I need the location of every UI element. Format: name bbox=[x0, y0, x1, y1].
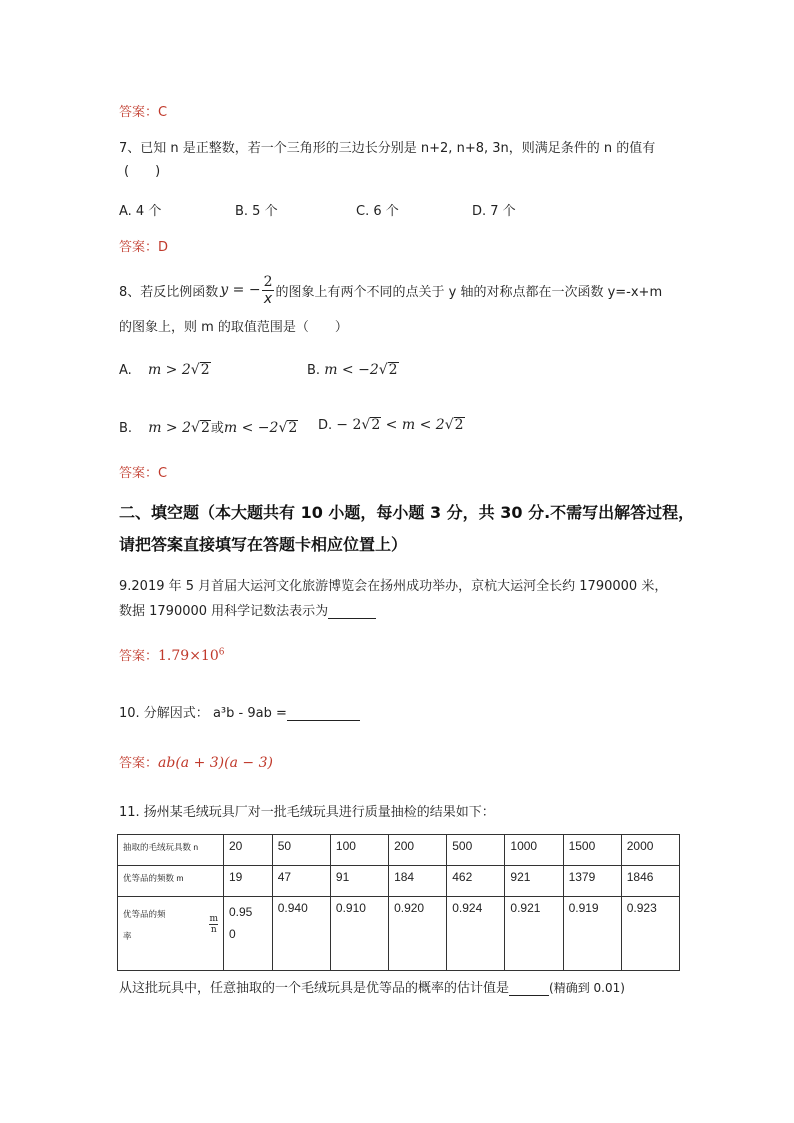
fraction-numerator: 2 bbox=[263, 273, 273, 290]
table-row bbox=[118, 865, 680, 896]
option-a-label: A. bbox=[119, 363, 132, 378]
question-7-stem-line1: 7、已知 n 是正整数，若一个三角形的三边长分别是 n+2, n+8, 3n，则满足条件的 n 的值有 bbox=[119, 141, 656, 156]
option-b2-root1: 2 bbox=[200, 420, 210, 436]
frequency-fraction-num: m bbox=[209, 914, 218, 925]
sqrt-icon: √ bbox=[361, 417, 371, 433]
question-8-option-d bbox=[318, 417, 465, 433]
table-cell: 19 bbox=[224, 865, 273, 896]
sqrt-icon: √ bbox=[378, 362, 388, 378]
table-cell-value-wrap: 0 bbox=[229, 926, 236, 941]
question-9-line1: 9.2019 年 5 月首届大运河文化旅游博览会在扬州成功举办，京杭大运河全长约 1790000 米， bbox=[119, 579, 668, 594]
question-7-option-a: A. 4 个 bbox=[119, 204, 162, 219]
option-b2-expr2: m < −2 bbox=[223, 420, 279, 436]
question-9-line2 bbox=[119, 600, 376, 619]
question-8-option-b1 bbox=[307, 362, 399, 378]
table-cell: 20 bbox=[224, 835, 273, 866]
answer-q9-exponent: 6 bbox=[218, 647, 225, 658]
table-cell: 100 bbox=[330, 835, 388, 866]
table-cell: 1500 bbox=[563, 835, 621, 866]
table-cell: 921 bbox=[505, 865, 563, 896]
table-cell: 2000 bbox=[621, 835, 679, 866]
table-cell: 1379 bbox=[563, 865, 621, 896]
answer-q6: 答案：C bbox=[119, 105, 168, 120]
question-9-line2-text: 数据 1790000 用科学记数法表示为 bbox=[119, 604, 329, 619]
table-cell-value: 0.95 bbox=[229, 904, 253, 919]
option-b2-or: 或 bbox=[210, 421, 224, 436]
option-d-root1: 2 bbox=[371, 417, 381, 433]
answer-q9-value: 1.79×10 bbox=[158, 648, 219, 664]
option-b1-label: B. bbox=[307, 363, 321, 378]
answer-blank bbox=[328, 604, 376, 619]
table-cell: 1000 bbox=[505, 835, 563, 866]
table-row bbox=[118, 835, 680, 866]
row-header-frequency-line1: 优等品的频 bbox=[123, 908, 166, 919]
option-a-expr: m > 2 bbox=[147, 362, 191, 378]
table-row bbox=[118, 896, 680, 970]
question-8-option-a bbox=[119, 362, 211, 378]
table-cell: 47 bbox=[272, 865, 330, 896]
option-d-mid: < m < 2 bbox=[381, 417, 445, 433]
table-cell: 1846 bbox=[621, 865, 679, 896]
table-cell: 0.919 bbox=[563, 896, 621, 970]
option-b2-root2: 2 bbox=[288, 420, 298, 436]
question-7-option-c: C. 6 个 bbox=[356, 204, 399, 219]
answer-q10-label: 答案： bbox=[119, 756, 159, 771]
question-8-prefix: 8、若反比例函数 bbox=[119, 284, 219, 300]
row-header-frequency bbox=[118, 896, 224, 970]
row-header-n: 抽取的毛绒玩具数 n bbox=[118, 835, 224, 866]
function-lhs: y = − bbox=[220, 282, 261, 298]
option-d-root2: 2 bbox=[454, 417, 464, 433]
table-cell: 0.924 bbox=[447, 896, 505, 970]
row-header-frequency-line2: 率 bbox=[123, 930, 132, 941]
table-cell: 91 bbox=[330, 865, 388, 896]
frequency-fraction bbox=[209, 914, 218, 935]
option-a-root: 2 bbox=[200, 362, 210, 378]
table-cell: 0.920 bbox=[389, 896, 447, 970]
question-10 bbox=[119, 702, 360, 721]
question-10-expr: a³b - 9ab = bbox=[212, 706, 287, 721]
option-d-expr1: − 2 bbox=[336, 417, 362, 433]
section-2-heading-line2: 请把答案直接填写在答题卡相应位置上） bbox=[119, 535, 408, 554]
option-b1-root: 2 bbox=[388, 362, 398, 378]
answer-blank bbox=[287, 706, 360, 721]
table-cell: 50 bbox=[272, 835, 330, 866]
table-cell: 184 bbox=[389, 865, 447, 896]
option-b2-expr1: m > 2 bbox=[148, 420, 192, 436]
table-cell: 0.910 bbox=[330, 896, 388, 970]
answer-blank bbox=[509, 982, 549, 996]
table-cell: 500 bbox=[447, 835, 505, 866]
section-2-heading-line1: 二、填空题（本大题共有 10 小题，每小题 3 分，共 30 分.不需写出解答过程， bbox=[119, 503, 695, 522]
question-8-option-b2 bbox=[119, 417, 298, 436]
sqrt-icon: √ bbox=[278, 420, 288, 436]
sqrt-icon: √ bbox=[190, 362, 200, 378]
answer-q9 bbox=[119, 645, 224, 664]
sqrt-icon: √ bbox=[191, 420, 200, 436]
question-11-stem: 11. 扬州某毛绒玩具厂对一批毛绒玩具进行质量抽检的结果如下： bbox=[119, 805, 495, 820]
sqrt-icon: √ bbox=[444, 417, 454, 433]
question-7-option-b: B. 5 个 bbox=[235, 204, 278, 219]
question-11-after-text: 从这批玩具中，任意抽取的一个毛绒玩具是优等品的概率的估计值是 bbox=[119, 981, 510, 996]
table-cell: 0.921 bbox=[505, 896, 563, 970]
option-d-label: D. bbox=[318, 418, 333, 433]
option-b1-expr: m < −2 bbox=[324, 362, 379, 378]
question-10-stem: 10. 分解因式： bbox=[119, 706, 209, 721]
frequency-fraction-den: n bbox=[210, 925, 217, 936]
answer-q10-value: ab(a + 3)(a − 3) bbox=[158, 755, 273, 771]
answer-q7: 答案：D bbox=[119, 240, 169, 255]
question-8-stem-line1 bbox=[119, 270, 662, 310]
answer-q9-label: 答案： bbox=[119, 649, 159, 664]
table-cell bbox=[224, 896, 273, 970]
table-cell: 0.940 bbox=[272, 896, 330, 970]
table-cell: 462 bbox=[447, 865, 505, 896]
question-11-after bbox=[119, 977, 625, 996]
question-11-after-tail: (精确到 0.01) bbox=[549, 981, 625, 995]
row-header-m: 优等品的频数 m bbox=[118, 865, 224, 896]
quality-table bbox=[117, 834, 680, 971]
function-fraction bbox=[262, 274, 275, 307]
question-8-suffix: 的图象上有两个不同的点关于 y 轴的对称点都在一次函数 y=-x+m bbox=[275, 284, 663, 300]
table-cell: 0.923 bbox=[621, 896, 679, 970]
answer-q8: 答案：C bbox=[119, 466, 168, 481]
question-7-stem-line2: ( ) bbox=[124, 164, 161, 179]
fraction-denominator: x bbox=[263, 290, 273, 307]
question-7-option-d: D. 7 个 bbox=[472, 204, 516, 219]
option-b2-label: B. bbox=[119, 421, 133, 436]
question-8-stem-line2: 的图象上，则 m 的取值范围是（ ） bbox=[119, 320, 348, 335]
answer-q10 bbox=[119, 752, 273, 771]
table-cell: 200 bbox=[389, 835, 447, 866]
